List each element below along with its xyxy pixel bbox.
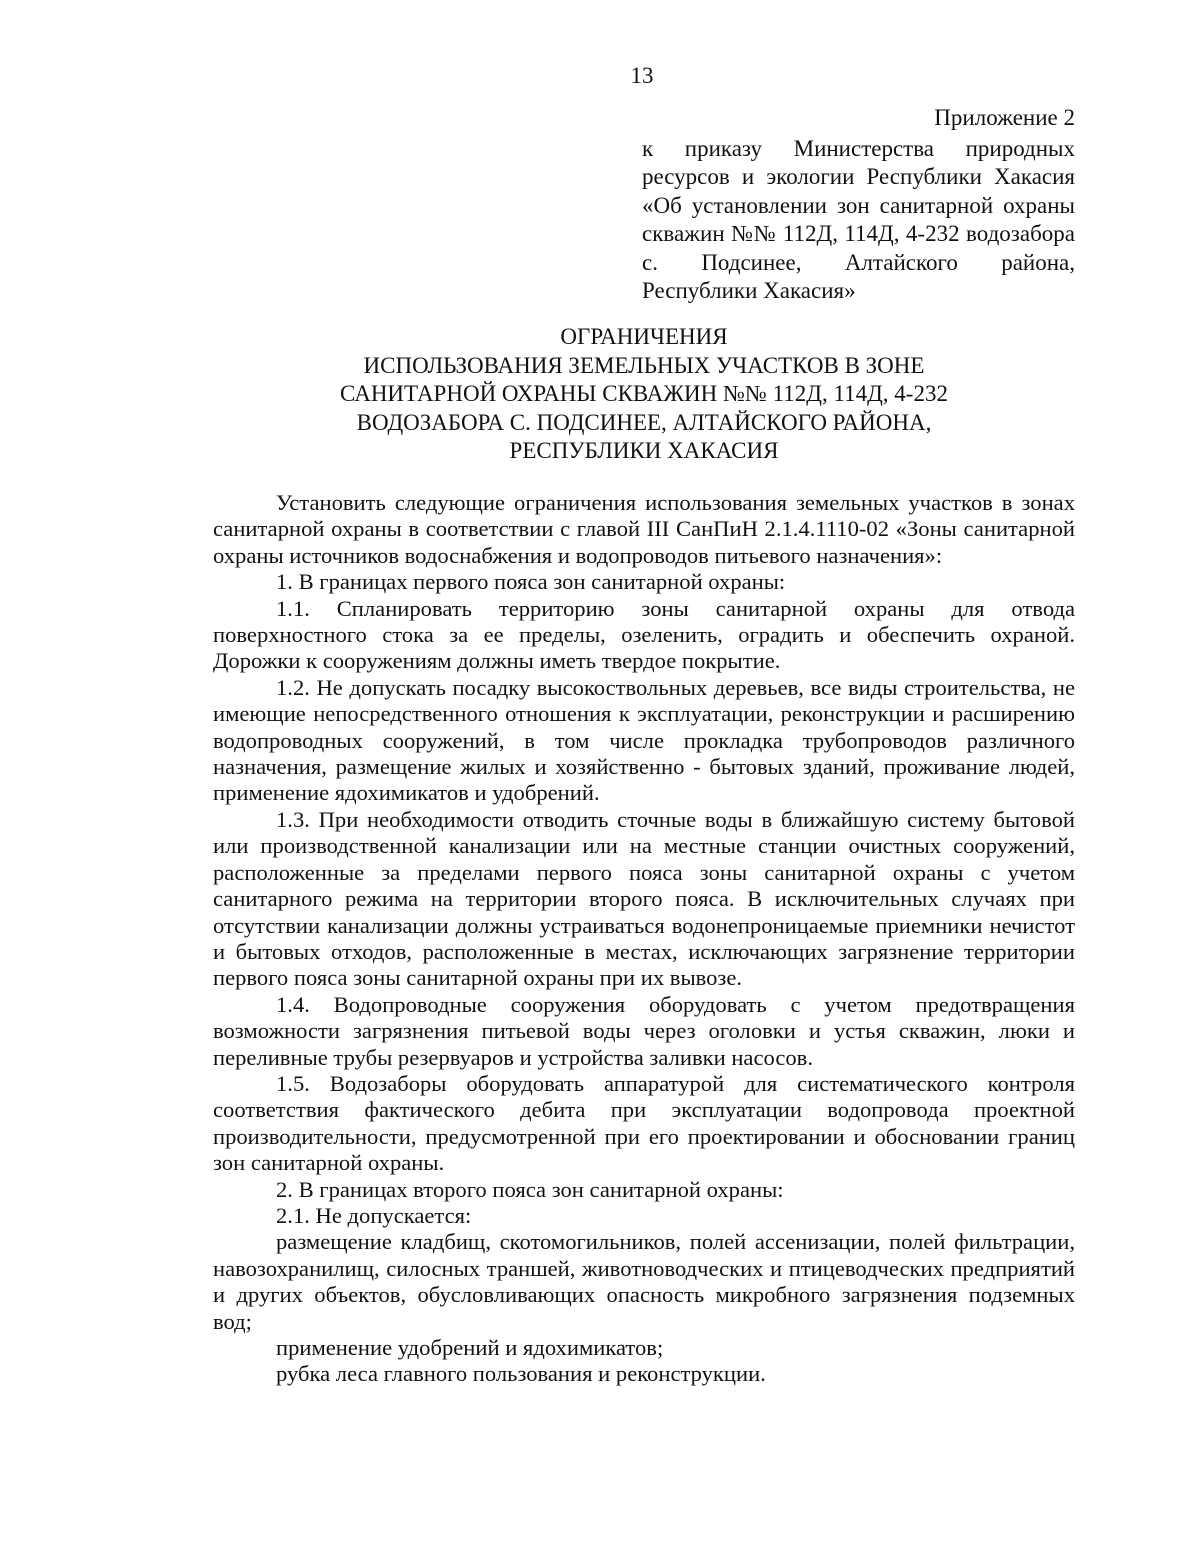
item-2-1: 2.1. Не допускается: bbox=[276, 1202, 472, 1228]
item-1-3: 1.3. При необходимости отводить сточные воды в ближайшую систему бытовой или производственной канализации или на местные станции очистных сооружений, расположенные за пределами первого пояса зоны санитарной охраны с учетом санитарного режима на территории второго пояса. В исключительных случаях при отсутствии канализации должны устраиваться водонепроницаемые приемники нечистот и бытовых отходов, расположенные в местах, исключающих загрязнение территории первого пояса зоны санитарной охраны при их вывозе. bbox=[213, 806, 1075, 991]
document-heading bbox=[213, 323, 1075, 466]
section-1-title: 1. В границах первого пояса зон санитарной охраны: bbox=[276, 569, 786, 595]
heading-line: РЕСПУБЛИКИ ХАКАСИЯ bbox=[509, 438, 779, 463]
appendix-title: Приложение 2 bbox=[934, 105, 1075, 130]
restriction-paragraph: рубка леса главного пользования и реконструкции. bbox=[276, 1361, 766, 1387]
item-1-1: 1.1. Спланировать территорию зоны санитарной охраны для отвода поверхностного стока за ее пределы, озеленить, оградить и обеспечить охраной. Дорожки к сооружениям должны иметь твердое покрытие. bbox=[213, 595, 1075, 674]
appendix-text: к приказу Министерства природных ресурсов и экологии Республики Хакасия «Об установлении зон санитарной охраны скважин №№ 112Д, 114Д, 4-232 водозабора с. Подсинее, Алтайского района, Республики Хакасия» bbox=[642, 135, 1075, 303]
restriction-paragraph: размещение кладбищ, скотомогильников, полей ассенизации, полей фильтрации, навозохранилищ, силосных траншей, животноводческих и птицеводческих предприятий и других объектов, обусловливающих опасность микробного загрязнения подземных вод; bbox=[213, 1229, 1075, 1334]
item-1-2: 1.2. Не допускать посадку высокоствольных деревьев, все виды строительства, не имеющие непосредственного отношения к эксплуатации, реконструкции и расширению водопроводных сооружений, в том числе прокладка трубопроводов различного назначения, размещение жилых и хозяйственно - бытовых зданий, проживание людей, применение ядохимикатов и удобрений. bbox=[213, 674, 1075, 806]
section-2-title: 2. В границах второго пояса зон санитарной охраны: bbox=[276, 1176, 784, 1202]
intro-paragraph: Установить следующие ограничения использования земельных участков в зонах санитарной охраны в соответствии с главой III СанПиН 2.1.4.1110-02 «Зоны санитарной охраны источников водоснабжения и водопроводов питьевого назначения»: bbox=[213, 490, 1075, 568]
heading-line: ИСПОЛЬЗОВАНИЯ ЗЕМЕЛЬНЫХ УЧАСТКОВ В ЗОНЕ bbox=[363, 352, 925, 378]
restriction-paragraph: применение удобрений и ядохимикатов; bbox=[276, 1335, 664, 1360]
item-1-4: 1.4. Водопроводные сооружения оборудовать с учетом предотвращения возможности загрязнения питьевой воды через оголовки и устья скважин, люки и переливные трубы резервуаров и устройства заливки насосов. bbox=[213, 991, 1075, 1070]
heading-line: САНИТАРНОЙ ОХРАНЫ СКВАЖИН №№ 112Д, 114Д, 4-232 bbox=[340, 381, 948, 406]
page-number: 13 bbox=[630, 63, 654, 88]
heading-line: ВОДОЗАБОРА С. ПОДСИНЕЕ, АЛТАЙСКОГО РАЙОНА, bbox=[356, 409, 932, 435]
document-body bbox=[213, 490, 1075, 1388]
heading-line: ОГРАНИЧЕНИЯ bbox=[560, 324, 728, 349]
appendix-block bbox=[642, 104, 1075, 306]
item-1-5: 1.5. Водозаборы оборудовать аппаратурой для систематического контроля соответствия фактического дебита при эксплуатации водопровода проектной производительности, предусмотренной при его проектировании и обосновании границ зон санитарной охраны. bbox=[213, 1070, 1075, 1176]
